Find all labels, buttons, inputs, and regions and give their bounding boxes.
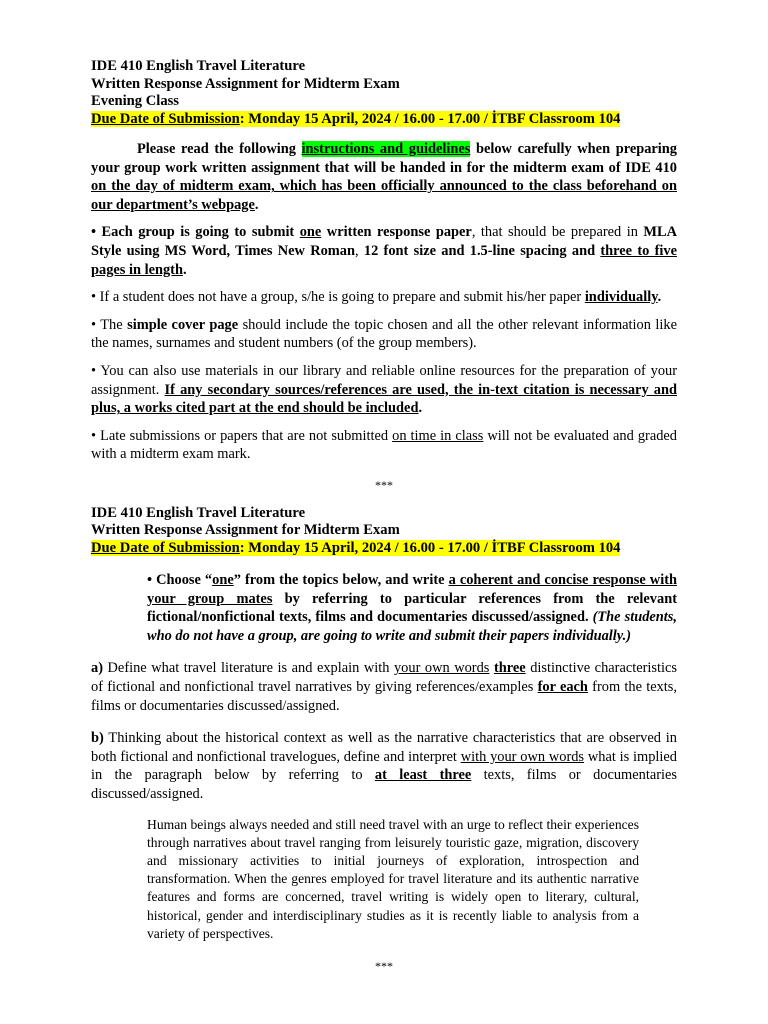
p3-text-1: • The xyxy=(91,316,128,333)
topic-a-text-1: Define what travel literature is and explain with xyxy=(103,660,394,677)
topic-b-at-least-three: at least three xyxy=(374,767,472,784)
bullet-late-submission xyxy=(91,427,677,464)
p1-text-9: . xyxy=(182,261,187,278)
due-date-line xyxy=(91,111,677,129)
choose-note: (The students, who do not have a group, are going to write and submit their papers individually.) xyxy=(147,609,677,644)
section1-header xyxy=(91,58,677,128)
choose-text-1: • Choose “ xyxy=(147,572,213,588)
assignment-title: Written Response Assignment for Midterm Exam xyxy=(91,75,400,92)
p1-text-3: written response paper xyxy=(321,224,472,241)
p2-text-1: • If a student does not have a group, s/he is going to prepare and submit his/her paper xyxy=(91,289,585,306)
intro-paragraph xyxy=(91,140,677,214)
p1-text-4: , that should be prepared in xyxy=(471,224,644,241)
topic-a-label: a) xyxy=(91,660,103,677)
choose-instruction xyxy=(147,571,677,645)
topic-b-label: b) xyxy=(91,730,104,747)
choose-text-5: by referring to particular references from the relevant fictional/nonfictional texts, films and documentaries discussed/assigned. xyxy=(147,590,677,626)
block-quote: Human beings always needed and still need travel with an urge to reflect their experiences through narratives about travel ranging from leisurely touristic gaze, migration, discovery and missionary activities to initial journeys of exploration, introspection and transformation. When the genres employed for travel literature and its authentic narrative features and forms are concerned, travel writing is widely open to literary, cultural, historical, gender and interdisciplinary studies as it is recently liable to analysis from a variety of perspectives. xyxy=(147,816,639,941)
due-date-label-2: Due Date of Submission xyxy=(91,539,240,556)
intro-underlined: on the day of midterm exam, which has been officially announced to the class beforehand on our department’s webpage xyxy=(91,178,677,213)
p2-individually: individually xyxy=(584,289,658,306)
intro-text-3: below carefully when preparing your group work written assignment that will be handed in for the midterm exam of IDE 410 xyxy=(91,141,678,176)
p5-text-1: • Late submissions or papers that are not submitted xyxy=(91,427,393,444)
p1-font: 12 font size and 1.5-line spacing and xyxy=(363,242,601,259)
topic-b-text-1: Thinking about the historical context as well as the narrative characteristics that are observed in both fictional and nonfictional travelogues, define and interpret xyxy=(91,730,677,765)
section2-header xyxy=(91,505,677,558)
topic-a-text-7: from the texts, films or documentaries discussed/assigned. xyxy=(91,678,678,714)
due-date-value-2: : Monday 15 April, 2024 / 16.00 - 17.00 / İTBF Classroom 104 xyxy=(239,539,621,556)
p3-cover: simple cover page xyxy=(127,316,239,333)
due-date-line-2 xyxy=(91,540,677,558)
due-date-value: : Monday 15 April, 2024 / 16.00 - 17.00 / İTBF Classroom 104 xyxy=(239,110,621,127)
choose-one: one xyxy=(212,572,234,588)
bullet-individual xyxy=(91,288,677,307)
p1-one: one xyxy=(299,224,322,241)
intro-highlight: instructions and guidelines xyxy=(301,141,471,157)
bullet-cover-page xyxy=(91,316,677,353)
choose-coherent: a coherent and concise response with your group mates xyxy=(147,572,677,607)
p4-citation: If any secondary sources/references are used, the in-text citation is necessary and plus, a works cited part at the end should be included xyxy=(91,381,677,417)
topic-b xyxy=(91,729,677,803)
p1-text-1: • Each group is going to submit xyxy=(91,224,300,241)
p1-length: three to five pages in length xyxy=(91,242,677,278)
p4-text-3: . xyxy=(418,400,423,417)
topic-a xyxy=(91,659,677,715)
p4-text-1: • You can also use materials in our library and reliable online resources for the preparation of your assignment. xyxy=(91,362,677,398)
class-label: Evening Class xyxy=(91,93,179,109)
topic-a-text-5: distinctive characteristics of fictional and nonfictional travel narratives by giving references/examples xyxy=(91,660,677,695)
topic-a-three: three xyxy=(493,660,526,677)
topic-b-text-5: texts, films or documentaries discussed/assigned. xyxy=(91,767,677,802)
p5-on-time: on time in class xyxy=(392,427,484,444)
topic-a-own-words: your own words xyxy=(393,660,490,677)
course-title: IDE 410 English Travel Literature xyxy=(91,58,306,74)
p1-text-6: , xyxy=(354,242,364,259)
bullet-resources xyxy=(91,362,677,418)
due-date-label: Due Date of Submission xyxy=(91,110,240,127)
p5-text-3: will not be evaluated and graded with a midterm exam mark. xyxy=(91,427,677,463)
document-page xyxy=(91,58,677,976)
intro-text-1: Please read the following xyxy=(137,141,302,157)
topic-b-text-3: what is implied in the paragraph below by referring to xyxy=(91,748,677,784)
p2-text-3: . xyxy=(657,289,662,306)
course-title-2: IDE 410 English Travel Literature xyxy=(91,504,306,521)
p1-mla: MLA Style using MS Word, Times New Roman xyxy=(91,224,677,259)
p3-text-3: should include the topic chosen and all the other relevant information like the names, surnames and student numbers (of the group members). xyxy=(91,316,677,352)
topic-a-for-each: for each xyxy=(537,678,588,695)
bullet-submission-format xyxy=(91,223,677,279)
choose-text-3: ” from the topics below, and write xyxy=(233,572,449,588)
topic-b-own-words: with your own words xyxy=(460,748,585,765)
end-separator: *** xyxy=(375,958,393,973)
intro-text-5: . xyxy=(254,196,259,213)
assignment-title-2: Written Response Assignment for Midterm Exam xyxy=(91,522,400,538)
section-separator: *** xyxy=(375,477,393,492)
